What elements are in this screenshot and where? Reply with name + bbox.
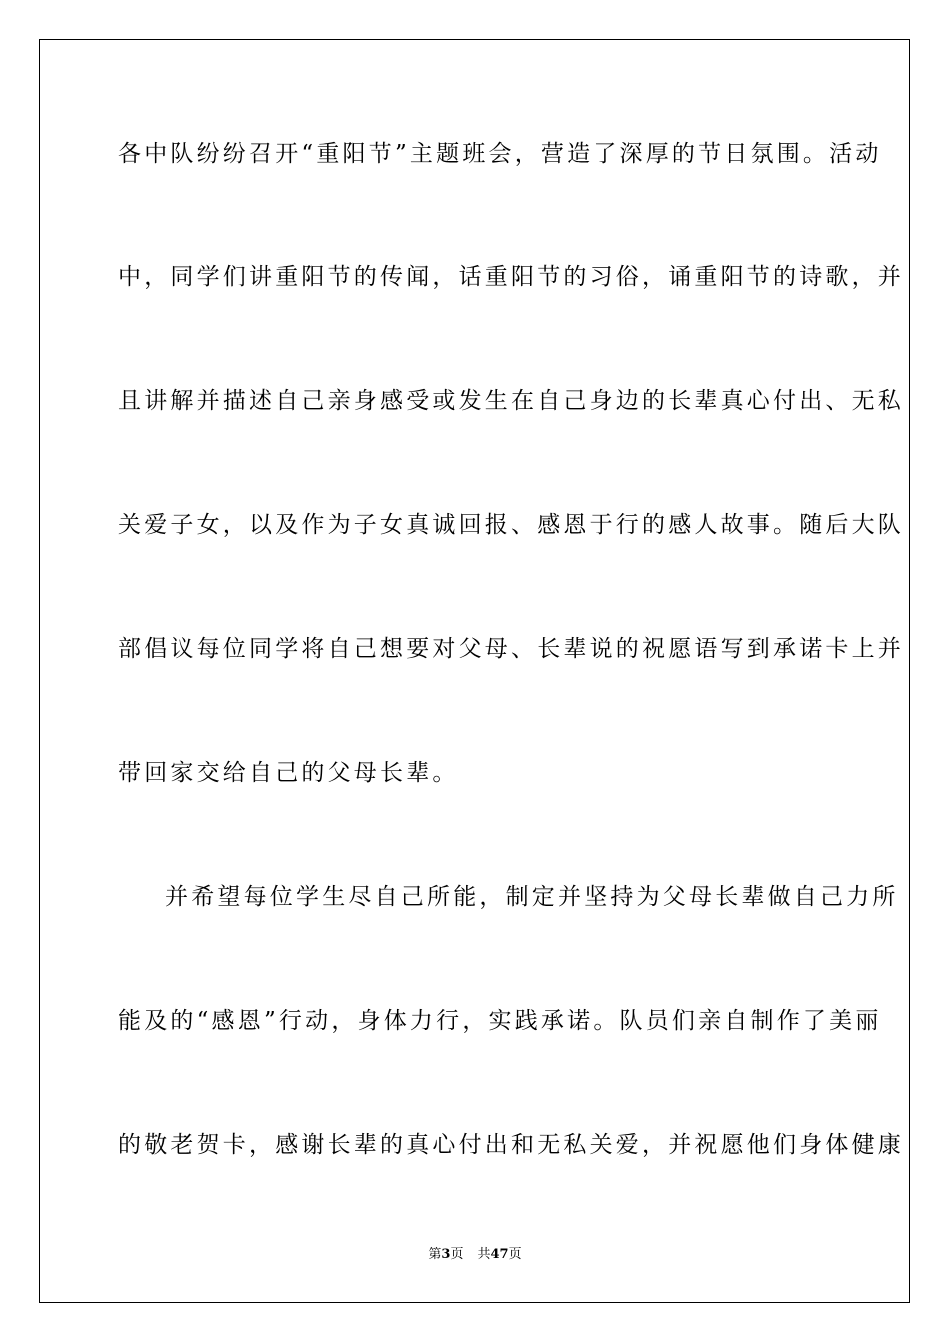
paragraph-line: 能及的“感恩”行动，身体力行，实践承诺。队员们亲自制作了美丽 — [118, 1008, 882, 1034]
paragraph-line: 关爱子女，以及作为子女真诚回报、感恩于行的感人故事。随后大队 — [118, 512, 904, 538]
page-number: 3 — [441, 1247, 451, 1262]
total-suffix: 页 — [508, 1247, 522, 1262]
page-border — [39, 39, 910, 1303]
total-pages: 47 — [490, 1247, 509, 1262]
paragraph-line: 并希望每位学生尽自己所能，制定并坚持为父母长辈做自己力所 — [165, 884, 899, 910]
paragraph-line: 各中队纷纷召开“重阳节”主题班会，营造了深厚的节日氛围。活动 — [118, 141, 882, 167]
total-prefix: 共 — [477, 1247, 491, 1262]
paragraph-line: 且讲解并描述自己亲身感受或发生在自己身边的长辈真心付出、无私 — [118, 388, 904, 414]
page-footer — [0, 1247, 950, 1263]
page-suffix: 页 — [450, 1247, 464, 1262]
paragraph-line: 中，同学们讲重阳节的传闻，话重阳节的习俗，诵重阳节的诗歌，并 — [118, 264, 904, 290]
paragraph-line: 部倡议每位同学将自己想要对父母、长辈说的祝愿语写到承诺卡上并 — [118, 636, 904, 662]
page-prefix: 第 — [428, 1247, 442, 1262]
paragraph-line: 的敬老贺卡，感谢长辈的真心付出和无私关爱，并祝愿他们身体健康 — [118, 1132, 904, 1158]
paragraph-line: 带回家交给自己的父母长辈。 — [118, 760, 459, 786]
